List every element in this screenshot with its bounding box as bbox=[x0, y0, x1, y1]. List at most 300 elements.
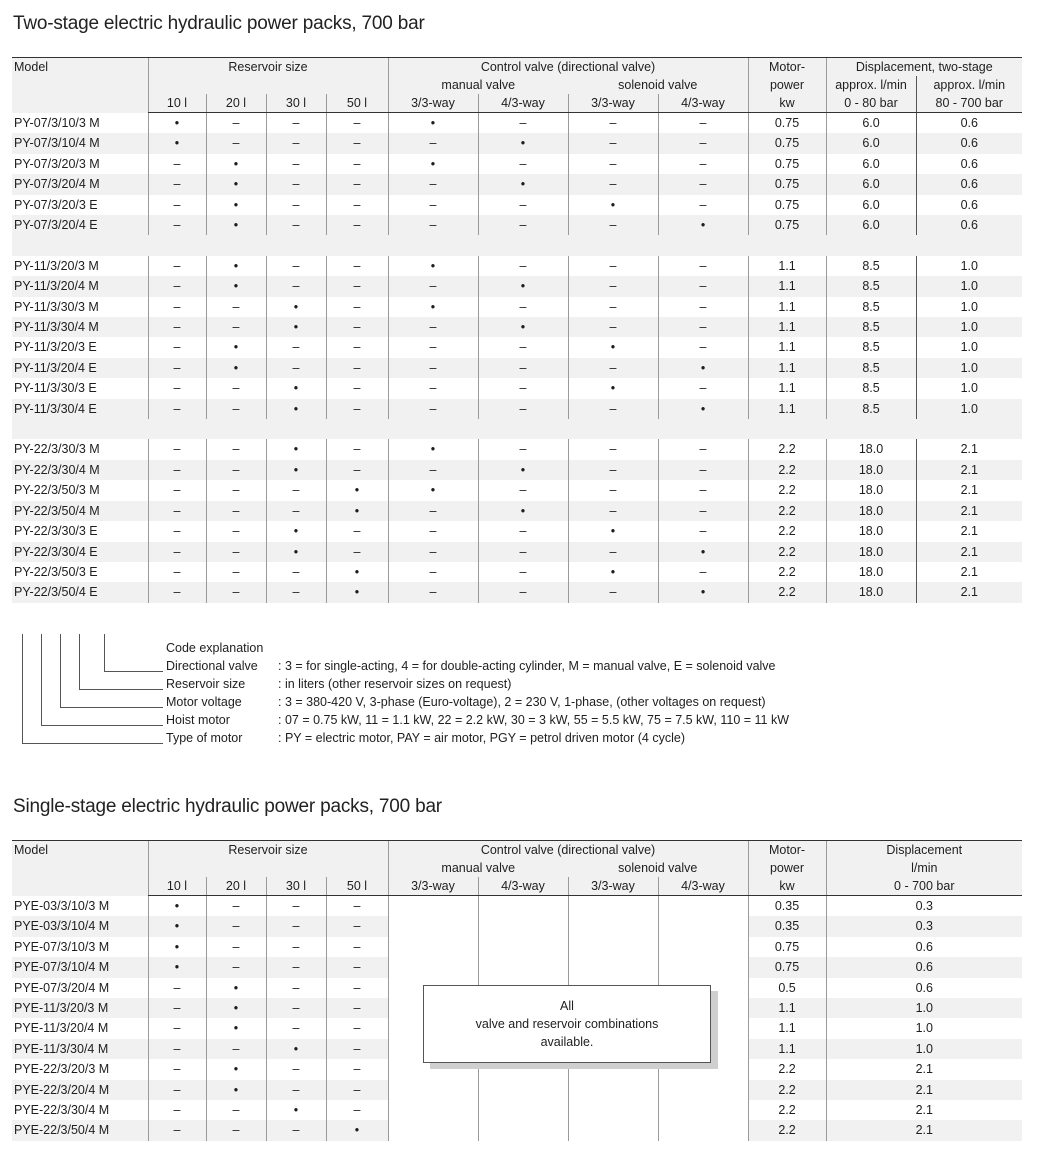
cell-res-10: – bbox=[148, 174, 206, 194]
header-res-30: 30 l bbox=[266, 877, 326, 896]
cell-res-30: – bbox=[266, 215, 326, 235]
cell-res-20: – bbox=[206, 133, 266, 153]
cell-model: PY-22/3/30/3 E bbox=[14, 524, 98, 539]
cell-disp-low: 6.0 bbox=[826, 174, 916, 194]
header-displacement: Displacement, two-stage bbox=[826, 58, 1022, 77]
cell-motor-power: 0.75 bbox=[748, 174, 826, 194]
cell-res-20: – bbox=[206, 460, 266, 480]
cell-res-10: – bbox=[148, 256, 206, 276]
cell-model: PY-07/3/20/4 M bbox=[12, 174, 148, 194]
cell-res-10: – bbox=[148, 562, 206, 582]
cell-valve-blank bbox=[658, 937, 748, 957]
header-disp-a: approx. l/min bbox=[826, 76, 916, 94]
cell-res-10: • bbox=[148, 896, 206, 917]
cell-model: PY-22/3/50/4 M bbox=[12, 501, 148, 521]
group-spacer bbox=[12, 235, 1022, 255]
header-res-10: 10 l bbox=[148, 877, 206, 896]
cell-solenoid-4-3: – bbox=[658, 276, 748, 296]
cell-res-50: – bbox=[326, 113, 388, 134]
table-row bbox=[12, 1100, 1022, 1120]
cell-motor-power: 0.75 bbox=[748, 133, 826, 153]
cell-displacement: 0.3 bbox=[826, 896, 1022, 917]
cell-res-20: – bbox=[206, 317, 266, 337]
cell-res-20: – bbox=[206, 1120, 266, 1140]
cell-displacement: 2.1 bbox=[826, 1120, 1022, 1140]
cell-motor-power: 0.75 bbox=[748, 215, 826, 235]
cell-disp-high: 2.1 bbox=[916, 582, 1022, 602]
cell-disp-low: 8.5 bbox=[826, 358, 916, 378]
cell-res-10: – bbox=[148, 1018, 206, 1038]
code-explanation-heading: Code explanation bbox=[166, 641, 264, 655]
cell-solenoid-3-3: – bbox=[568, 582, 658, 602]
cell-res-30: • bbox=[266, 317, 326, 337]
cell-motor-power: 2.2 bbox=[748, 460, 826, 480]
table-row bbox=[12, 399, 1022, 419]
cell-solenoid-4-3: – bbox=[658, 297, 748, 317]
table-row bbox=[12, 378, 1022, 398]
cell-manual-4-3: – bbox=[478, 399, 568, 419]
cell-motor-power: 0.35 bbox=[748, 896, 826, 917]
cell-solenoid-3-3: – bbox=[568, 501, 658, 521]
cell-model: PYE-03/3/10/3 M bbox=[14, 898, 110, 913]
cell-motor-power: 2.2 bbox=[748, 1080, 826, 1100]
cell-disp-low: 18.0 bbox=[826, 562, 916, 582]
cell-res-10: – bbox=[148, 439, 206, 459]
code-explanation-label: Hoist motor bbox=[166, 713, 230, 727]
cell-res-10: • bbox=[148, 916, 206, 936]
cell-model: PY-22/3/30/3 M bbox=[14, 442, 100, 457]
cell-disp-high: 1.0 bbox=[916, 256, 1022, 276]
cell-solenoid-3-3: – bbox=[568, 358, 658, 378]
cell-res-50: – bbox=[326, 215, 388, 235]
cell-motor-power: 1.1 bbox=[748, 358, 826, 378]
cell-motor-power: 2.2 bbox=[748, 480, 826, 500]
cell-res-50: – bbox=[326, 276, 388, 296]
cell-solenoid-4-3: – bbox=[658, 521, 748, 541]
code-explanation-text: : 3 = for single-acting, 4 = for double-acting cylinder, M = manual valve, E = solenoid valve bbox=[278, 659, 776, 673]
header-res-10: 10 l bbox=[148, 94, 206, 113]
table-row bbox=[12, 317, 1022, 337]
cell-res-50: – bbox=[326, 174, 388, 194]
cell-model: PYE-22/3/20/4 M bbox=[12, 1080, 148, 1100]
cell-model: PYE-22/3/20/3 M bbox=[14, 1062, 110, 1077]
cell-valve-blank bbox=[478, 1120, 568, 1140]
table-row bbox=[12, 937, 1022, 957]
cell-res-10: – bbox=[148, 378, 206, 398]
cell-manual-3-3: • bbox=[388, 297, 478, 317]
table-row bbox=[12, 896, 1022, 917]
cell-manual-3-3: – bbox=[388, 276, 478, 296]
cell-res-20: – bbox=[206, 439, 266, 459]
header-way-1: 3/3-way bbox=[388, 877, 478, 896]
cell-solenoid-3-3: – bbox=[568, 215, 658, 235]
cell-solenoid-3-3: – bbox=[568, 297, 658, 317]
cell-solenoid-4-3: – bbox=[658, 562, 748, 582]
cell-displacement: 1.0 bbox=[826, 1018, 1022, 1038]
cell-res-30: • bbox=[266, 1039, 326, 1059]
cell-manual-3-3: – bbox=[388, 337, 478, 357]
cell-res-10: – bbox=[148, 521, 206, 541]
cell-manual-3-3: • bbox=[388, 439, 478, 459]
table-row bbox=[12, 439, 1022, 459]
cell-motor-power: 2.2 bbox=[748, 1120, 826, 1140]
cell-motor-power: 1.1 bbox=[748, 378, 826, 398]
cell-res-20: • bbox=[206, 1080, 266, 1100]
cell-solenoid-3-3: – bbox=[568, 113, 658, 134]
cell-valve-blank bbox=[658, 896, 748, 917]
cell-res-30: – bbox=[266, 562, 326, 582]
header-motor-power-2: power bbox=[748, 76, 826, 94]
cell-res-30: – bbox=[266, 174, 326, 194]
header-motor-power-3: kw bbox=[748, 94, 826, 113]
cell-res-50: – bbox=[326, 133, 388, 153]
cell-solenoid-3-3: – bbox=[568, 399, 658, 419]
cell-solenoid-4-3: – bbox=[658, 154, 748, 174]
cell-motor-power: 0.35 bbox=[748, 916, 826, 936]
cell-manual-3-3: – bbox=[388, 582, 478, 602]
cell-disp-low: 8.5 bbox=[826, 378, 916, 398]
cell-res-50: – bbox=[326, 378, 388, 398]
cell-disp-low: 6.0 bbox=[826, 113, 916, 134]
cell-disp-low: 6.0 bbox=[826, 195, 916, 215]
cell-solenoid-3-3: • bbox=[568, 337, 658, 357]
cell-manual-4-3: – bbox=[478, 542, 568, 562]
note-line: All bbox=[560, 999, 574, 1013]
header-motor-power: Motor- bbox=[748, 841, 826, 860]
header-way-1: 3/3-way bbox=[388, 94, 478, 113]
cell-res-30: – bbox=[266, 1059, 326, 1079]
cell-manual-4-3: • bbox=[478, 317, 568, 337]
cell-res-50: – bbox=[326, 998, 388, 1018]
cell-manual-4-3: – bbox=[478, 378, 568, 398]
header-disp-b: approx. l/min bbox=[916, 76, 1022, 94]
cell-res-20: • bbox=[206, 215, 266, 235]
cell-solenoid-3-3: – bbox=[568, 154, 658, 174]
cell-res-30: – bbox=[266, 937, 326, 957]
header-res-30: 30 l bbox=[266, 94, 326, 113]
cell-valve-blank bbox=[658, 1080, 748, 1100]
table-row bbox=[12, 133, 1022, 153]
header-disp-b-range: 80 - 700 bar bbox=[916, 94, 1022, 113]
table-row bbox=[12, 1120, 1022, 1140]
cell-res-10: – bbox=[148, 276, 206, 296]
cell-res-30: – bbox=[266, 998, 326, 1018]
cell-res-50: • bbox=[326, 562, 388, 582]
header-displacement: Displacement bbox=[826, 841, 1022, 860]
cell-valve-blank bbox=[478, 1100, 568, 1120]
cell-disp-low: 18.0 bbox=[826, 542, 916, 562]
cell-model: PYE-22/3/30/4 M bbox=[14, 1103, 110, 1118]
cell-model: PY-11/3/30/4 M bbox=[12, 317, 148, 337]
cell-valve-blank bbox=[568, 937, 658, 957]
cell-res-10: – bbox=[148, 358, 206, 378]
cell-res-20: • bbox=[206, 337, 266, 357]
cell-solenoid-3-3: – bbox=[568, 133, 658, 153]
cell-manual-3-3: • bbox=[388, 154, 478, 174]
cell-manual-4-3: • bbox=[478, 174, 568, 194]
cell-res-20: • bbox=[206, 256, 266, 276]
section2-title: Single-stage electric hydraulic power packs, 700 bar bbox=[13, 796, 442, 817]
cell-res-50: – bbox=[326, 317, 388, 337]
cell-motor-power: 2.2 bbox=[748, 582, 826, 602]
cell-res-30: • bbox=[266, 297, 326, 317]
cell-res-10: – bbox=[148, 317, 206, 337]
cell-solenoid-3-3: – bbox=[568, 542, 658, 562]
table-row bbox=[12, 460, 1022, 480]
cell-manual-3-3: – bbox=[388, 501, 478, 521]
header-model: Model bbox=[12, 841, 148, 896]
cell-manual-3-3: – bbox=[388, 378, 478, 398]
combinations-note bbox=[423, 985, 711, 1063]
section1-title: Two-stage electric hydraulic power packs, 700 bar bbox=[13, 13, 425, 34]
cell-displacement: 0.6 bbox=[826, 957, 1022, 977]
table-row bbox=[12, 256, 1022, 276]
cell-res-10: • bbox=[148, 957, 206, 977]
cell-res-30: • bbox=[266, 378, 326, 398]
cell-disp-high: 0.6 bbox=[916, 133, 1022, 153]
cell-res-30: • bbox=[266, 1100, 326, 1120]
cell-manual-4-3: – bbox=[478, 562, 568, 582]
header-way-4: 4/3-way bbox=[658, 877, 748, 896]
cell-model: PYE-11/3/20/4 M bbox=[14, 1021, 109, 1036]
cell-res-10: – bbox=[148, 1080, 206, 1100]
cell-valve-blank bbox=[478, 937, 568, 957]
table-row bbox=[12, 358, 1022, 378]
cell-solenoid-3-3: – bbox=[568, 439, 658, 459]
cell-res-50: • bbox=[326, 480, 388, 500]
cell-res-30: – bbox=[266, 1018, 326, 1038]
cell-solenoid-4-3: • bbox=[658, 542, 748, 562]
cell-solenoid-3-3: – bbox=[568, 460, 658, 480]
cell-disp-low: 6.0 bbox=[826, 154, 916, 174]
cell-model: PYE-07/3/10/4 M bbox=[12, 957, 148, 977]
cell-manual-3-3: – bbox=[388, 521, 478, 541]
header-solenoid-valve: solenoid valve bbox=[568, 859, 748, 877]
cell-disp-high: 2.1 bbox=[916, 501, 1022, 521]
cell-res-20: – bbox=[206, 957, 266, 977]
cell-disp-low: 18.0 bbox=[826, 480, 916, 500]
cell-res-20: – bbox=[206, 1039, 266, 1059]
cell-model: PY-11/3/30/3 E bbox=[14, 381, 97, 396]
cell-solenoid-4-3: – bbox=[658, 439, 748, 459]
cell-solenoid-3-3: – bbox=[568, 276, 658, 296]
cell-disp-low: 6.0 bbox=[826, 133, 916, 153]
cell-res-10: – bbox=[148, 460, 206, 480]
cell-res-20: • bbox=[206, 978, 266, 998]
cell-disp-high: 2.1 bbox=[916, 562, 1022, 582]
cell-model: PY-11/3/30/3 M bbox=[14, 299, 99, 314]
cell-disp-low: 8.5 bbox=[826, 399, 916, 419]
cell-disp-low: 8.5 bbox=[826, 256, 916, 276]
cell-res-10: – bbox=[148, 998, 206, 1018]
header-disp-a-range: 0 - 80 bar bbox=[826, 94, 916, 113]
cell-res-10: – bbox=[148, 1120, 206, 1140]
cell-motor-power: 1.1 bbox=[748, 297, 826, 317]
cell-model: PYE-03/3/10/4 M bbox=[12, 916, 148, 936]
cell-solenoid-4-3: – bbox=[658, 113, 748, 134]
cell-model: PY-11/3/20/3 M bbox=[14, 258, 99, 273]
cell-motor-power: 2.2 bbox=[748, 542, 826, 562]
cell-res-30: • bbox=[266, 460, 326, 480]
cell-res-20: – bbox=[206, 297, 266, 317]
cell-res-50: – bbox=[326, 937, 388, 957]
cell-res-20: – bbox=[206, 378, 266, 398]
cell-res-30: – bbox=[266, 337, 326, 357]
cell-res-10: – bbox=[148, 582, 206, 602]
cell-disp-high: 0.6 bbox=[916, 195, 1022, 215]
header-solenoid-valve: solenoid valve bbox=[568, 76, 748, 94]
cell-displacement: 0.3 bbox=[826, 916, 1022, 936]
cell-model: PY-11/3/20/3 E bbox=[14, 340, 97, 355]
header-way-3: 3/3-way bbox=[568, 877, 658, 896]
code-explanation-item bbox=[166, 657, 789, 675]
code-explanation-item bbox=[166, 693, 789, 711]
cell-model: PY-22/3/50/4 E bbox=[12, 582, 148, 602]
cell-disp-high: 2.1 bbox=[916, 521, 1022, 541]
cell-motor-power: 0.75 bbox=[748, 113, 826, 134]
cell-res-50: – bbox=[326, 1100, 388, 1120]
cell-valve-blank bbox=[388, 1100, 478, 1120]
cell-res-30: • bbox=[266, 399, 326, 419]
cell-res-20: – bbox=[206, 542, 266, 562]
cell-res-20: • bbox=[206, 154, 266, 174]
code-explanation-item bbox=[166, 711, 789, 729]
cell-valve-blank bbox=[658, 1120, 748, 1140]
header-reservoir: Reservoir size bbox=[148, 841, 388, 860]
cell-res-50: – bbox=[326, 256, 388, 276]
cell-model: PY-11/3/20/4 M bbox=[12, 276, 148, 296]
cell-res-30: – bbox=[266, 916, 326, 936]
cell-valve-blank bbox=[478, 916, 568, 936]
cell-solenoid-4-3: • bbox=[658, 582, 748, 602]
cell-res-50: – bbox=[326, 337, 388, 357]
cell-res-50: – bbox=[326, 978, 388, 998]
table-row bbox=[12, 113, 1022, 134]
header-motor-power-3: kw bbox=[748, 877, 826, 896]
cell-valve-blank bbox=[478, 1080, 568, 1100]
cell-res-20: • bbox=[206, 1059, 266, 1079]
cell-res-10: – bbox=[148, 542, 206, 562]
cell-manual-3-3: – bbox=[388, 399, 478, 419]
cell-motor-power: 1.1 bbox=[748, 337, 826, 357]
cell-res-20: – bbox=[206, 399, 266, 419]
cell-manual-3-3: • bbox=[388, 256, 478, 276]
note-line: valve and reservoir combinations bbox=[475, 1017, 659, 1031]
cell-res-20: • bbox=[206, 998, 266, 1018]
cell-res-50: – bbox=[326, 896, 388, 917]
cell-solenoid-3-3: • bbox=[568, 521, 658, 541]
cell-res-10: – bbox=[148, 1039, 206, 1059]
cell-motor-power: 1.1 bbox=[748, 276, 826, 296]
cell-res-20: – bbox=[206, 521, 266, 541]
cell-manual-4-3: • bbox=[478, 501, 568, 521]
cell-valve-blank bbox=[388, 937, 478, 957]
table-row bbox=[12, 297, 1022, 317]
header-way-4: 4/3-way bbox=[658, 94, 748, 113]
cell-manual-4-3: – bbox=[478, 154, 568, 174]
cell-res-30: • bbox=[266, 542, 326, 562]
cell-solenoid-4-3: – bbox=[658, 317, 748, 337]
cell-res-50: – bbox=[326, 195, 388, 215]
cell-res-10: – bbox=[148, 215, 206, 235]
cell-solenoid-4-3: – bbox=[658, 174, 748, 194]
cell-res-10: – bbox=[148, 154, 206, 174]
cell-res-50: – bbox=[326, 521, 388, 541]
table-row bbox=[12, 480, 1022, 500]
cell-res-20: • bbox=[206, 174, 266, 194]
cell-displacement: 1.0 bbox=[826, 1039, 1022, 1059]
header-motor-power: Motor- bbox=[748, 58, 826, 77]
cell-solenoid-4-3: – bbox=[658, 256, 748, 276]
cell-disp-high: 1.0 bbox=[916, 358, 1022, 378]
cell-solenoid-4-3: – bbox=[658, 480, 748, 500]
cell-manual-4-3: – bbox=[478, 215, 568, 235]
cell-res-30: – bbox=[266, 480, 326, 500]
cell-manual-3-3: – bbox=[388, 133, 478, 153]
cell-res-50: – bbox=[326, 1080, 388, 1100]
cell-disp-high: 2.1 bbox=[916, 460, 1022, 480]
cell-res-20: – bbox=[206, 113, 266, 134]
cell-solenoid-4-3: – bbox=[658, 195, 748, 215]
cell-res-50: – bbox=[326, 1059, 388, 1079]
cell-motor-power: 1.1 bbox=[748, 1039, 826, 1059]
cell-valve-blank bbox=[568, 1120, 658, 1140]
cell-valve-blank bbox=[568, 896, 658, 917]
code-explanation-label: Reservoir size bbox=[166, 677, 246, 691]
cell-res-10: • bbox=[148, 133, 206, 153]
cell-res-20: • bbox=[206, 1018, 266, 1038]
cell-valve-blank bbox=[568, 957, 658, 977]
cell-displacement: 1.0 bbox=[826, 998, 1022, 1018]
cell-model: PY-11/3/20/4 E bbox=[12, 358, 148, 378]
cell-res-50: – bbox=[326, 1018, 388, 1038]
cell-disp-high: 0.6 bbox=[916, 174, 1022, 194]
cell-manual-3-3: • bbox=[388, 113, 478, 134]
cell-motor-power: 1.1 bbox=[748, 1018, 826, 1038]
code-explanation-text: : in liters (other reservoir sizes on request) bbox=[278, 677, 512, 691]
cell-disp-high: 1.0 bbox=[916, 297, 1022, 317]
table-row bbox=[12, 501, 1022, 521]
cell-manual-4-3: • bbox=[478, 460, 568, 480]
cell-valve-blank bbox=[388, 896, 478, 917]
cell-displacement: 2.1 bbox=[826, 1080, 1022, 1100]
cell-solenoid-3-3: • bbox=[568, 562, 658, 582]
table-row bbox=[12, 337, 1022, 357]
cell-model: PY-22/3/30/4 M bbox=[12, 460, 148, 480]
cell-motor-power: 1.1 bbox=[748, 399, 826, 419]
cell-solenoid-4-3: – bbox=[658, 501, 748, 521]
cell-res-20: • bbox=[206, 358, 266, 378]
table-row bbox=[12, 542, 1022, 562]
cell-res-10: – bbox=[148, 978, 206, 998]
cell-displacement: 0.6 bbox=[826, 978, 1022, 998]
cell-res-30: – bbox=[266, 1120, 326, 1140]
cell-solenoid-4-3: – bbox=[658, 337, 748, 357]
code-explanation-text: : 07 = 0.75 kW, 11 = 1.1 kW, 22 = 2.2 kW, 30 = 3 kW, 55 = 5.5 kW, 75 = 7.5 kW, 110 = 11 kW bbox=[278, 713, 790, 727]
header-motor-power-2: power bbox=[748, 859, 826, 877]
cell-manual-3-3: – bbox=[388, 460, 478, 480]
cell-solenoid-4-3: – bbox=[658, 378, 748, 398]
cell-motor-power: 2.2 bbox=[748, 439, 826, 459]
cell-res-20: – bbox=[206, 562, 266, 582]
table-row bbox=[12, 174, 1022, 194]
cell-model: PY-07/3/20/3 E bbox=[14, 197, 98, 212]
table-row bbox=[12, 521, 1022, 541]
cell-res-20: – bbox=[206, 1100, 266, 1120]
cell-res-10: – bbox=[148, 337, 206, 357]
cell-disp-high: 2.1 bbox=[916, 542, 1022, 562]
cell-manual-3-3: – bbox=[388, 358, 478, 378]
